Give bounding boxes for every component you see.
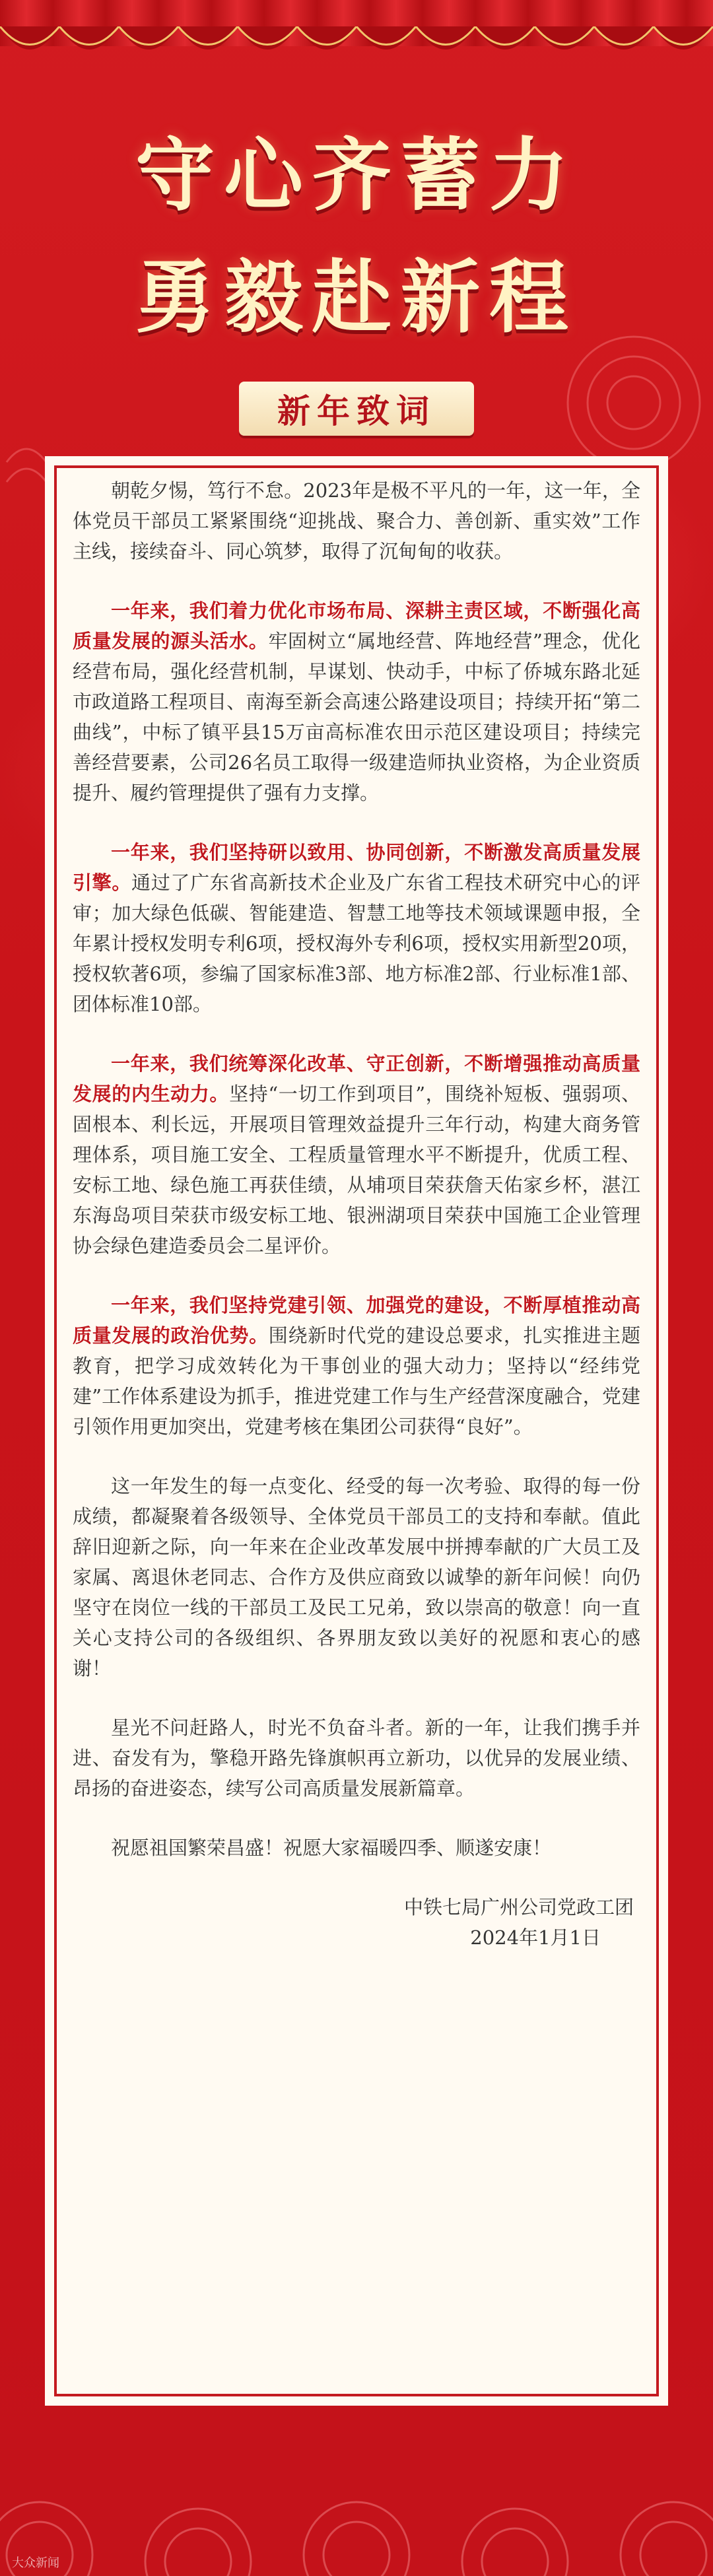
main-title-line-2: 勇毅赴新程 [135,252,578,344]
paragraph-highlight: 一年来，我们坚持党建引领、加强党的建设，不断厚植推动高质量发展的政治优势。 [73,1294,640,1347]
main-title-line-1: 守心齐蓄力 [135,130,578,222]
subtitle-text: 新年致词 [277,392,436,430]
paragraph-text: 通过了广东省高新技术企业及广东省工程技术研究中心的评审；加大绿色低碳、智能建造、智慧工地等技术领域课题申报，全年累计授权发明专利6项，授权海外专利6项，授权实用新型20项，授权软著6项，参编了国家标准3部、地方标准2部、行业标准1部、团体标准10部。 [73,871,640,1015]
paragraph-text: 牢固树立“属地经营、阵地经营”理念，优化经营布局，强化经营机制，早谋划、快动手，中标了侨城东路北延市政道路工程项目、南海至新会高速公路建设项目；持续开拓“第二曲线”，中标了镇平县15万亩高标准农田示范区建设项目；持续完善经营要素，公司26名员工取得一级建造师执业资格，为企业资质提升、履约管理提供了强有力支撑。 [73,630,640,804]
paragraph [73,837,640,1019]
bottom-flower-decoration [0,2403,713,2576]
paragraph [73,1833,640,1863]
paragraph-text: 这一年发生的每一点变化、经受的每一次考验、取得的每一份成绩，都凝聚着各级领导、全体党员干部员工的支持和奉献。值此辞旧迎新之际，向一年来在企业改革发展中拼搏奉献的广大员工及家属、离退休老同志、合作方及供应商致以诚挚的新年问候！向仍坚守在岗位一线的干部员工及民工兄弟，致以崇高的敬意！向一直关心支持公司的各级组织、各界朋友致以美好的祝愿和衷心的感谢！ [73,1475,640,1679]
signature-organization: 中铁七局广州公司党政工团 [403,1896,634,1918]
paragraph [73,1471,640,1683]
signature-block [73,1892,634,1953]
subtitle-badge [239,382,474,436]
paragraph-text: 星光不问赶路人，时光不负奋斗者。新的一年，让我们携手并进、奋发有为，擎稳开路先锋旗帜再立新功，以优异的发展业绩、昂扬的奋进姿态，续写公司高质量发展新篇章。 [73,1716,640,1800]
paragraph-text: 围绕新时代党的建设总要求，扎实推进主题教育，把学习成效转化为干事创业的强大动力；坚持以“经纬党建”工作体系建设为抓手，推进党建工作与生产经营深度融合，党建引领作用更加突出，党建考核在集团公司获得“良好”。 [73,1324,640,1438]
paragraph-text: 祝愿祖国繁荣昌盛！祝愿大家福暖四季、顺遂安康！ [111,1837,552,1859]
paragraph [73,1290,640,1442]
curtain-scallop-decoration [0,26,713,79]
paragraph-text: 坚持“一切工作到项目”，围绕补短板、强弱项、固根本、利长远，开展项目管理效益提升三年行动，构建大商务管理体系，项目施工安全、工程质量管理水平不断提升，优质工程、安标工地、绿色施工再获佳绩，从埔项目荣获詹天佑家乡杯，湛江东海岛项目荣获市级安标工地、银洲湖项目荣获中国施工企业管理协会绿色建造委员会二星评价。 [73,1083,640,1257]
paragraph-highlight: 一年来，我们着力优化市场布局、深耕主责区域，不断强化高质量发展的源头活水。 [73,599,640,652]
signature-date: 2024年1月1日 [470,1926,601,1949]
watermark-text: 大众新闻 [12,2556,59,2570]
paragraph [73,1048,640,1261]
paragraph-highlight: 一年来，我们统筹深化改革、守正创新，不断增强推动高质量发展的内生动力。 [73,1052,640,1105]
paragraph-highlight: 一年来，我们坚持研以致用、协同创新，不断激发高质量发展引擎。 [73,841,640,894]
letter-body [73,475,640,1953]
paragraph [73,1712,640,1804]
paragraph [73,475,640,566]
paragraph [73,595,640,808]
paragraph-text: 朝乾夕惕，笃行不怠。2023年是极不平凡的一年，这一年，全体党员干部员工紧紧围绕“迎挑战、聚合力、善创新、重实效”工作主线，接续奋斗、同心筑梦，取得了沉甸甸的收获。 [73,479,640,562]
